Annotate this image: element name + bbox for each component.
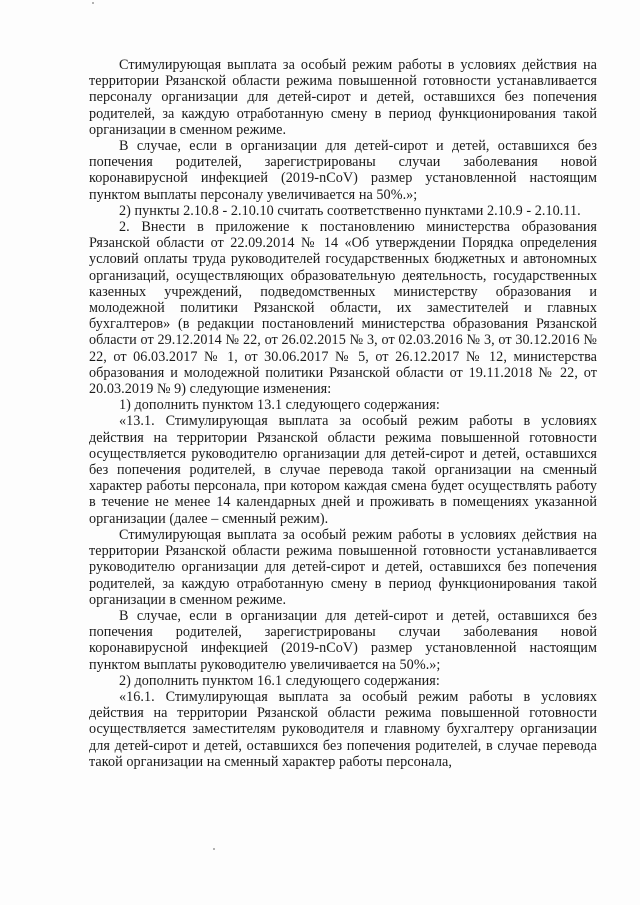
paragraph-item-13-1: «13.1. Стимулирующая выплата за особый режим работы в условиях действия на территории Рязанской области режима повышенной готовности осуществляется руководителю организации для детей-сирот и детей, оставшихся без попечения родителей, в случае перевода такой организации на сменный характер работы персонала, при котором каждая смена будет осуществлять работу в течение не менее 14 календарных дней и проживать в помещениях указанной организации (далее – сменный режим). bbox=[89, 413, 597, 527]
paragraph-item-16-1: «16.1. Стимулирующая выплата за особый режим работы в условиях действия на территории Рязанской области режима повышенной готовности осуществляется заместителям руководителя и главному бухгалтеру организации для детей-сирот и детей, оставшихся без попечения родителей, в случае перевода такой организации на сменный характер работы персонала, bbox=[89, 688, 597, 770]
paragraph-amend-appendix: 2. Внести в приложение к постановлению министерства образования Рязанской области от 22.09.2014 № 14 «Об утверждении Порядка определения условий оплаты труда руководителей государственных бюджетных и автономных организаций, осуществляющих образовательную деятельность, государственных казенных учреждений, подведомственных министерству образования и молодежной политики Рязанской области, их заместителей и главных бухгалтеров» (в редакции постановлений министерства образования Рязанской области от 29.12.2014 № 22, от 26.02.2015 № 3, от 02.03.2016 № 3, от 30.12.2016 № 22, от 06.03.2017 № 1, от 30.06.2017 № 5, от 26.12.2017 № 12, министерства образования и молодежной политики Рязанской области от 19.11.2018 № 22, от 20.03.2019 № 9) следующие изменения: bbox=[89, 219, 597, 398]
paragraph-stimulating-payment-staff: Стимулирующая выплата за особый режим работы в условиях действия на территории Рязанской области режима повышенной готовности устанавливается персоналу организации для детей-сирот и детей, оставшихся без попечения родителей, за каждую отработанную смену в период функционирования такой организации в сменном режиме. bbox=[89, 57, 597, 138]
paragraph-renumber-items: 2) пункты 2.10.8 - 2.10.10 считать соответственно пунктами 2.10.9 - 2.10.11. bbox=[119, 202, 581, 219]
paragraph-stimulating-payment-head: Стимулирующая выплата за особый режим работы в условиях действия на территории Рязанской области режима повышенной готовности устанавливается руководителю организации для детей-сирот и детей, оставшихся без попечения родителей, за каждую отработанную смену в период функционирования такой организации в сменном режиме. bbox=[89, 526, 597, 608]
scan-speck bbox=[213, 848, 215, 850]
paragraph-add-item-13-1: 1) дополнить пунктом 13.1 следующего содержания: bbox=[119, 397, 440, 414]
scan-speck bbox=[92, 2, 94, 4]
paragraph-covid-increase-staff: В случае, если в организации для детей-сирот и детей, оставшихся без попечения родителей, зарегистрированы случаи заболевания новой коронавирусной инфекцией (2019-nCoV) размер установленной настоящим пунктом выплаты персоналу увеличивается на 50%.»; bbox=[89, 138, 597, 203]
paragraph-covid-increase-head: В случае, если в организации для детей-сирот и детей, оставшихся без попечения родителей, зарегистрированы случаи заболевания новой коронавирусной инфекцией (2019-nCoV) размер установленной настоящим пунктом выплаты руководителю увеличивается на 50%.»; bbox=[89, 607, 597, 673]
paragraph-add-item-16-1: 2) дополнить пунктом 16.1 следующего содержания: bbox=[119, 672, 440, 689]
document-body bbox=[89, 57, 597, 770]
